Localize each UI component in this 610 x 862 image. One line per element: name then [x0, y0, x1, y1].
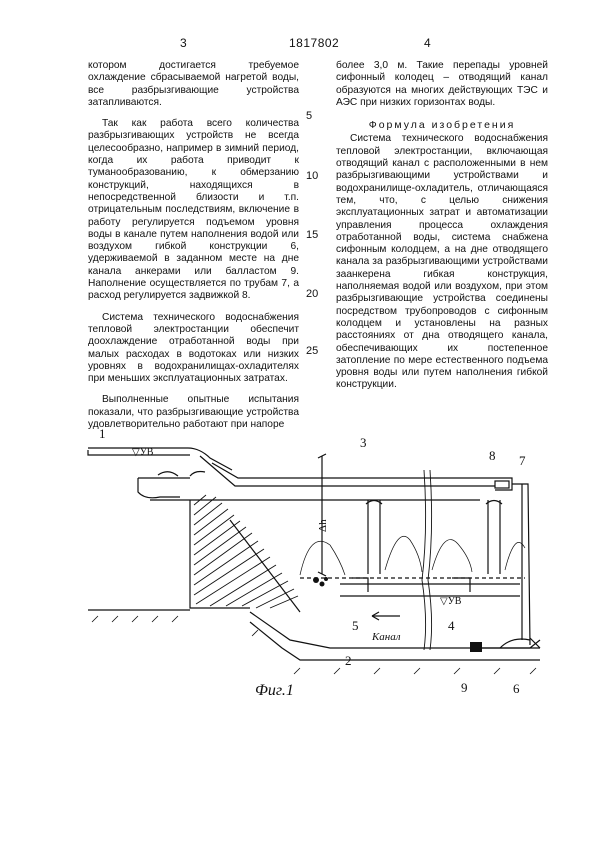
- label-6: 6: [513, 681, 520, 696]
- spray-patterns: [300, 536, 525, 575]
- label-9: 9: [461, 680, 468, 695]
- anchor-9: [470, 642, 482, 652]
- label-uv-bottom: ▽УВ: [440, 596, 462, 607]
- label-dh: Δh: [317, 519, 329, 532]
- label-4: 4: [448, 618, 455, 633]
- label-uv-top: ▽УВ: [132, 447, 154, 458]
- page-number-right: 4: [424, 36, 431, 50]
- claims-heading: Формула изобретения: [368, 119, 516, 132]
- left-paragraph-3: Система технического водоснабжения тепловой электростанции обеспечит доохлаждение отработанной воды при малых расходах в водотоках или низких уровнях в водохранилищах-охладителях при меньших эксплуатационных затратах.: [88, 311, 299, 385]
- left-paragraph-1: котором достигается требуемое охлаждение сбрасываемой нагретой воды, все разбрызгивающие устройства затапливаются.: [88, 60, 299, 108]
- line-number-5: 5: [306, 110, 313, 122]
- label-2: 2: [345, 653, 352, 668]
- label-1: 1: [99, 426, 106, 441]
- right-paragraph-1: более 3,0 м. Такие перепады уровней сифонный колодец – отводящий канал образуются на многих действующих ТЭС и АЭС при низких горизонтах воды.: [336, 60, 548, 108]
- label-8: 8: [489, 448, 496, 463]
- label-7: 7: [519, 453, 526, 468]
- line-number-15: 15: [306, 229, 319, 241]
- label-5: 5: [352, 618, 359, 633]
- line-number-10: 10: [306, 170, 319, 182]
- left-paragraph-2: Так как работа всего количества разбрызгивающих устройств не всегда целесообразно, например в зимний период, когда их работа приводит к туманообразованию, к обмерзанию конструкций, находящихся в непосредственной близости и т.п. отрицательным последствиям, включение в работу регулируется подъемом уровня воды в канале путем наполнения водой или воздухом гибкой конструкции 6, удерживаемой в заданном месте на дне канала анкерами или балластом 9. Наполнение осуществляется по трубам 7, а расход регулируется задвижкой 8.: [88, 118, 299, 302]
- page-number-left: 3: [180, 36, 187, 50]
- figure-caption: Фиг.1: [255, 682, 294, 699]
- pipe-3-top: [200, 456, 495, 486]
- patent-number: 1817802: [289, 36, 340, 50]
- line-number-25: 25: [306, 345, 319, 357]
- claims-paragraph: Система технического водоснабжения тепловой электростанции, включающая отводящий канал с расположенными в нем разбрызгивающими устройствами и водохранилище-охладитель, отличающаяся тем, что, с целью снижения эксплуатационных затрат и автоматизации управления процесса охлаждения отработанной воды, система снабжена сифонным колодцем, а на дне отводящего канала за разбрызгивающими устройствами заанкерена гибкая конструкция, наполняемая водой или воздухом, при этом разбрызгивающие устройства соединены посредством трубопроводов с сифонным колодцем и установлены на разных расстояниях от дна отводящего канала, обеспечивающих их постепенное затопление по мере естественного подъема уровня воды или путем наполнения гибкой конструкции.: [336, 133, 548, 391]
- line-number-20: 20: [306, 288, 319, 300]
- label-kanal: Канал: [372, 631, 401, 643]
- left-paragraph-4: Выполненные опытные испытания показали, что разбрызгивающие устройства удовлетворительно работают при напоре: [88, 394, 299, 431]
- label-3: 3: [360, 435, 367, 450]
- embankment-hatching: [194, 495, 298, 608]
